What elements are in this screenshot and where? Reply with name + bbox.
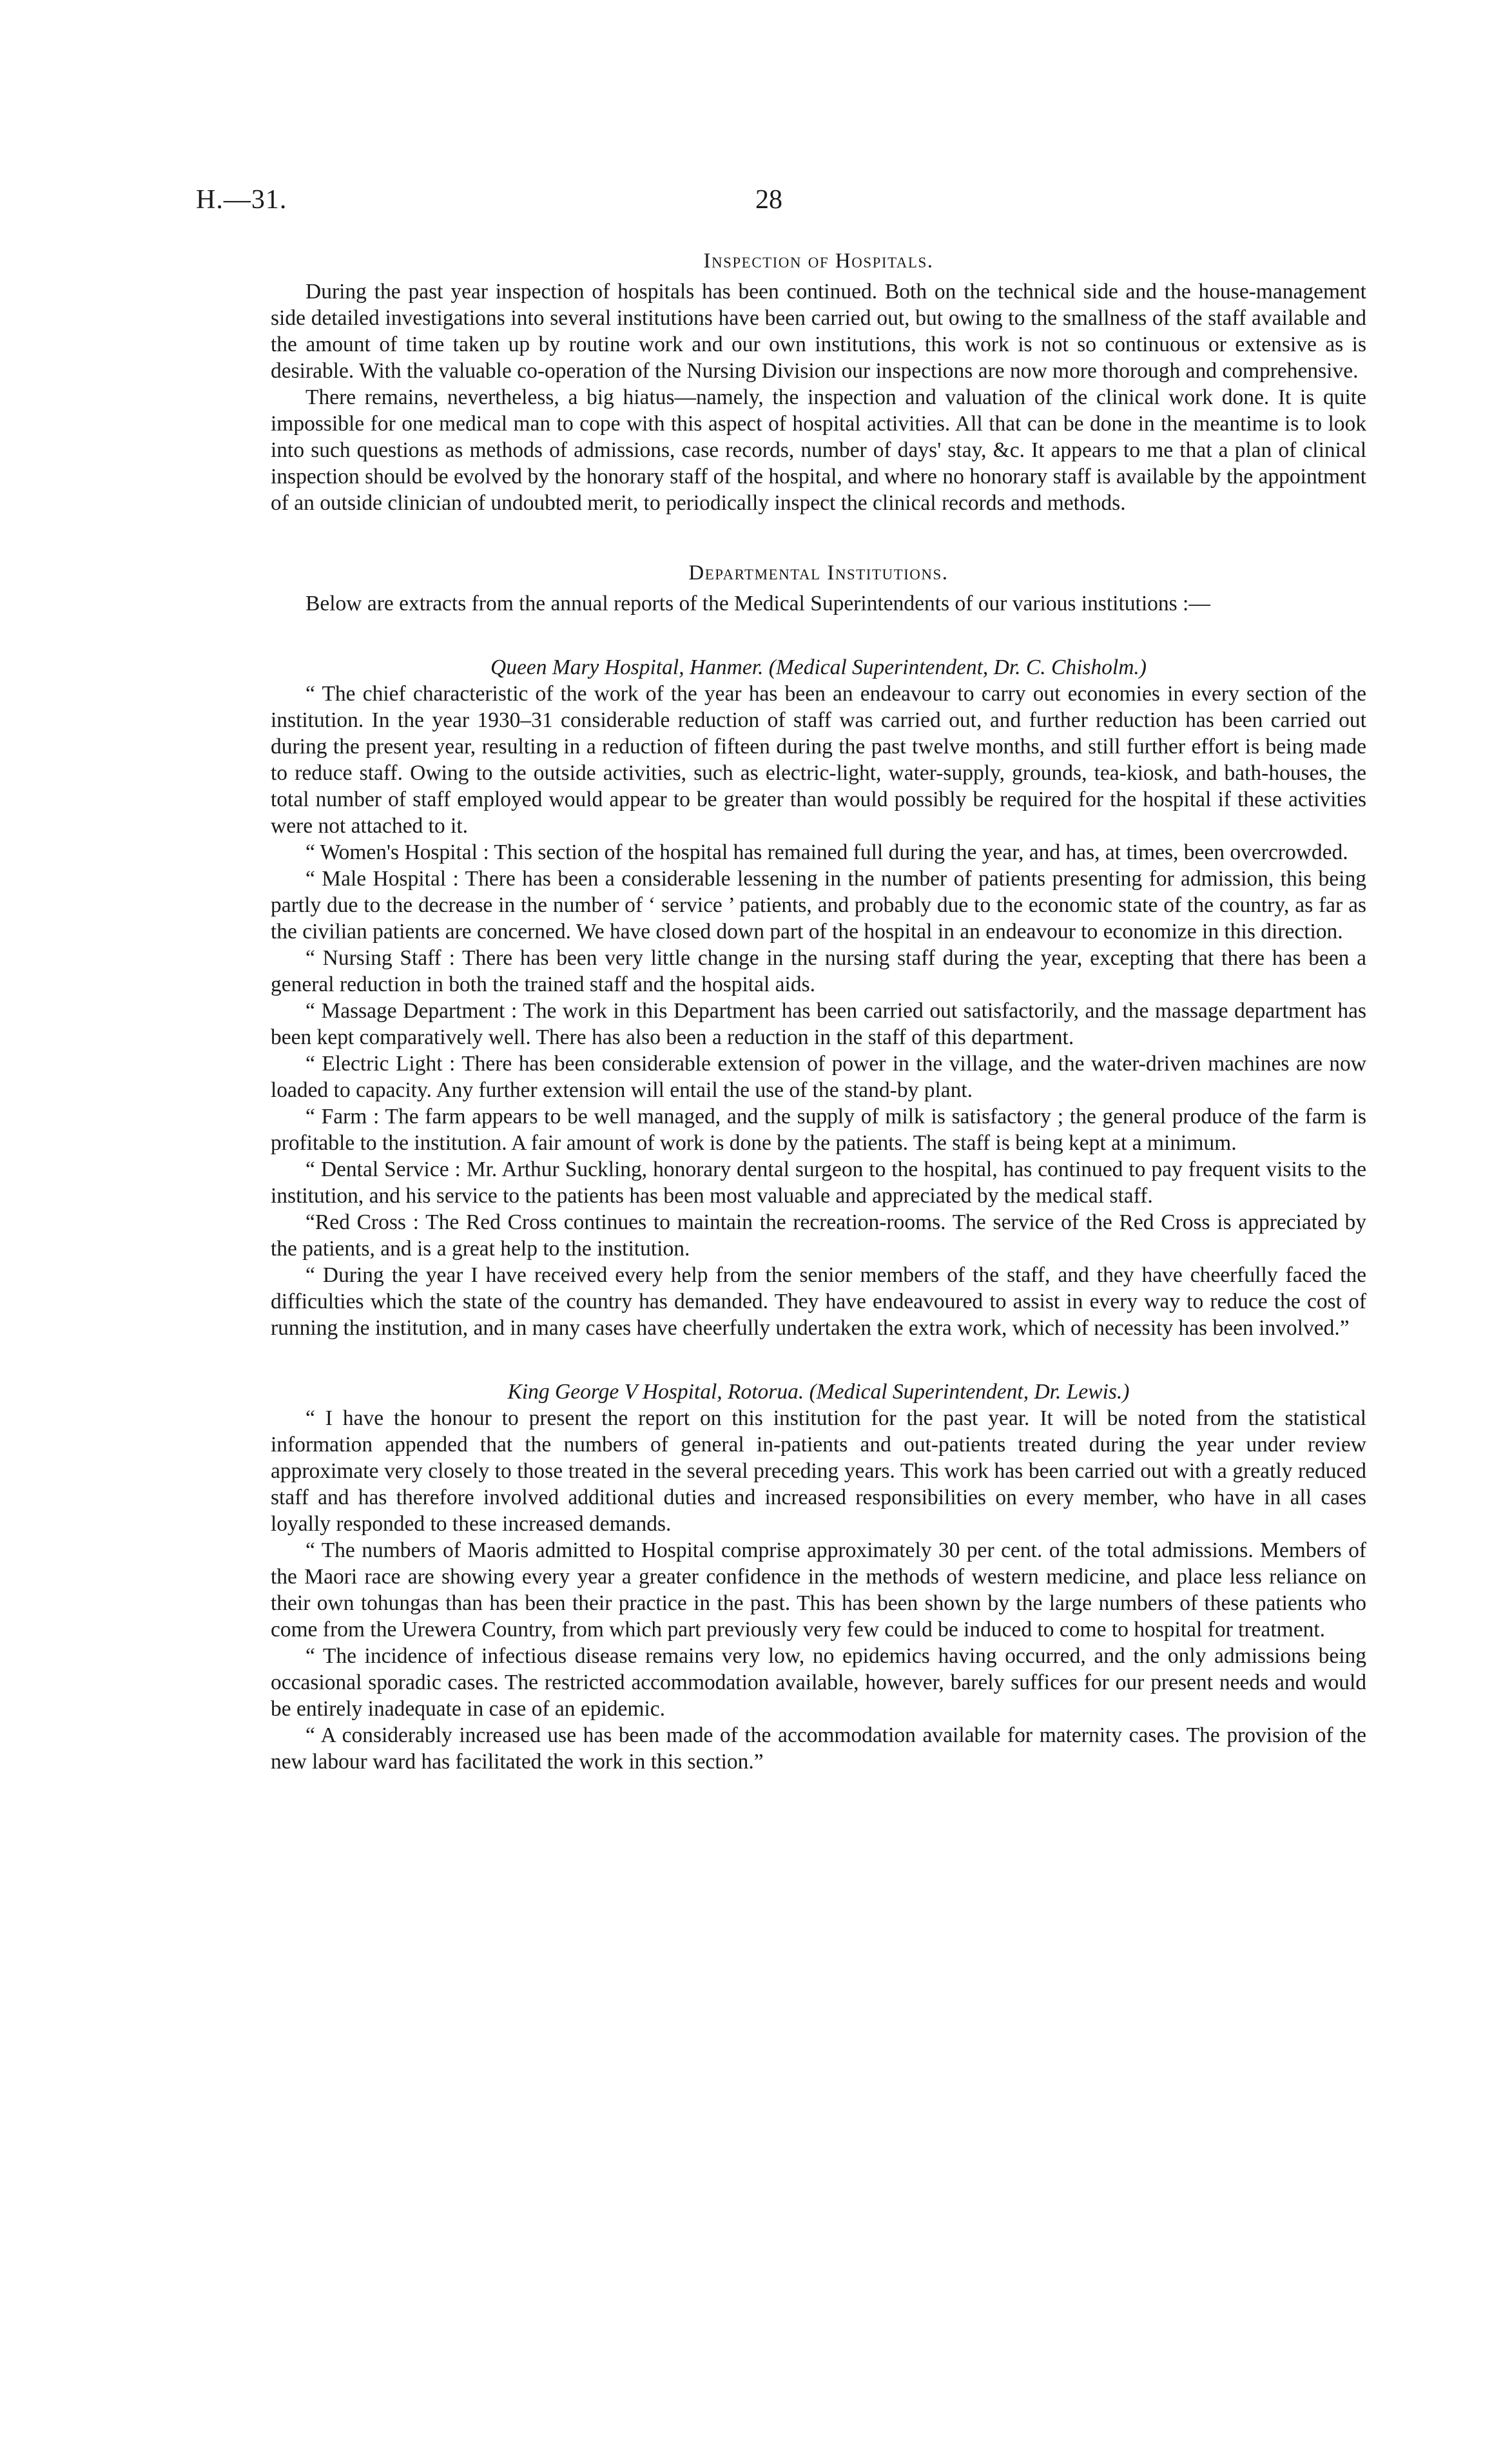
paragraph: “ During the year I have received every help from the senior members of the staff, and they have cheerfully faced the difficulties which the state of the country has demanded. They have endeavoured to assist in every way to reduce the cost of running the institution, and in many cases have cheerfully undertaken the extra work, which of necessity has been involved.” [271, 1263, 1366, 1340]
paragraph: “ Dental Service : Mr. Arthur Suckling, honorary dental surgeon to the hospital, has continued to pay frequent visits to the institution, and his service to the patients has been most valuable and appreciated by the medical staff. [271, 1158, 1366, 1208]
paragraph: “ Women's Hospital : This section of the hospital has remained full during the year, and has, at times, been overcrowded. [305, 840, 1348, 864]
paragraph: “ The incidence of infectious disease remains very low, no epidemics having occurred, and the only admissions being occasional sporadic cases. The restricted accommodation available, however, barely suffices for our present needs and would be entirely inadequate in case of an epidemic. [271, 1644, 1366, 1721]
paragraph: “Red Cross : The Red Cross continues to maintain the recreation-rooms. The service of the Red Cross is appreciated by the patients, and is a great help to the institution. [271, 1210, 1366, 1261]
paragraph: Below are extracts from the annual reports of the Medical Superintendents of our various institutions :— [305, 592, 1210, 615]
paragraph: “ The numbers of Maoris admitted to Hospital comprise approximately 30 per cent. of the total admissions. Members of the Maori race are showing every year a greater confidence in the methods of western medicine, and place less reliance on their own tohungas than has been their practice in the past. This has been shown by the large numbers of these patients who come from the Urewera Country, from which part previously very few could be induced to come to hospital for treatment. [271, 1538, 1366, 1642]
paragraph: “ Electric Light : There has been considerable extension of power in the village, and the water-driven machines are now loaded to capacity. Any further extension will entail the use of the stand-by plant. [271, 1052, 1366, 1102]
paragraph: “ A considerably increased use has been made of the accommodation available for maternity cases. The provision of the new labour ward has facilitated the work in this section.” [271, 1723, 1366, 1774]
subheading-king-george-hospital: King George V Hospital, Rotorua. (Medical Superintendent, Dr. Lewis.) [507, 1380, 1130, 1404]
paragraph: There remains, nevertheless, a big hiatus—namely, the inspection and valuation of the clinical work done. It is quite impossible for one medical man to cope with this aspect of hospital activities. All that can be done in the meantime is to look into such questions as methods of admissions, case records, number of days' stay, &c. It appears to me that a plan of clinical inspection should be evolved by the honorary staff of the hospital, and where no honorary staff is available by the appointment of an outside clinician of undoubted merit, to periodically inspect the clinical records and methods. [271, 385, 1366, 515]
paragraph: During the past year inspection of hospitals has been continued. Both on the technical side and the house-management side detailed investigations into several institutions have been carried out, but owing to the smallness of the staff available and the amount of time taken up by routine work and our own institutions, this work is not so continuous or extensive as is desirable. With the valuable co-operation of the Nursing Division our inspections are now more thorough and comprehensive. [271, 280, 1366, 383]
paragraph: “ I have the honour to present the report on this institution for the past year. It will be noted from the statistical information appended that the numbers of general in-patients and out-patients treated during the year under review approximate very closely to those treated in the several preceding years. This work has been carried out with a greatly reduced staff and has therefore involved additional duties and increased responsibilities on every member, who have in all cases loyally responded to these increased demands. [271, 1406, 1366, 1536]
paragraph: “ Male Hospital : There has been a considerable lessening in the number of patients presenting for admission, this being partly due to the decrease in the number of ‘ service ’ patients, and probably due to the economic state of the country, as far as the civilian patients are concerned. We have closed down part of the hospital in an endeavour to economize in this direction. [271, 867, 1366, 944]
subheading-queen-mary-hospital: Queen Mary Hospital, Hanmer. (Medical Superintendent, Dr. C. Chisholm.) [490, 655, 1147, 679]
paragraph: “ Nursing Staff : There has been very little change in the nursing staff during the year, excepting that there has been a general reduction in both the trained staff and the hospital aids. [271, 946, 1366, 996]
section-heading-departmental: Departmental Institutions. [688, 561, 949, 585]
section-heading-inspection: Inspection of Hospitals. [703, 249, 934, 273]
page-content [271, 248, 1366, 1775]
document-reference: H.—31. [196, 185, 287, 215]
paragraph: “ Farm : The farm appears to be well managed, and the supply of milk is satisfactory ; the general produce of the farm is profitable to the institution. A fair amount of work is done by the patients. The staff is being kept at a minimum. [271, 1105, 1366, 1155]
paragraph: “ Massage Department : The work in this Department has been carried out satisfactorily, and the massage department has been kept comparatively well. There has also been a reduction in the staff of this department. [271, 999, 1366, 1049]
paragraph: “ The chief characteristic of the work of the year has been an endeavour to carry out economies in every section of the institution. In the year 1930–31 considerable reduction of staff was carried out, and further reduction has been carried out during the present year, resulting in a reduction of fifteen during the past twelve months, and still further effort is being made to reduce staff. Owing to the outside activities, such as electric-light, water-supply, grounds, tea-kiosk, and bath-houses, the total number of staff employed would appear to be greater than would possibly be required for the hospital if these activities were not attached to it. [271, 682, 1366, 838]
page-number: 28 [755, 185, 782, 215]
